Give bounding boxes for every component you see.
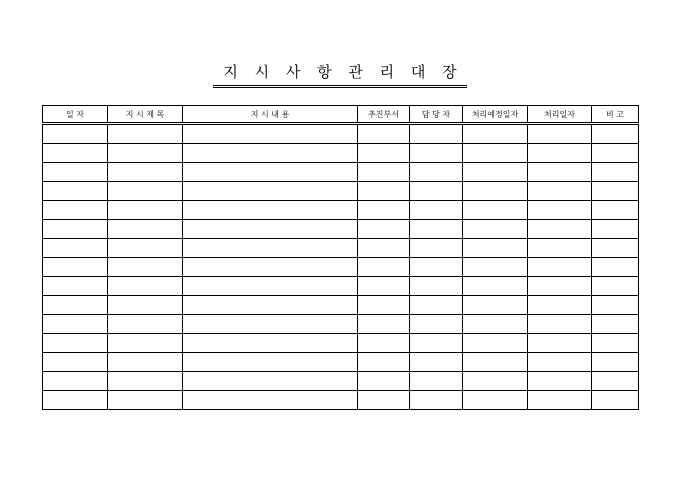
table-cell-person[interactable] [410,124,463,144]
table-cell-done[interactable] [528,144,592,163]
table-cell-due[interactable] [463,201,528,220]
table-cell-subject[interactable] [108,277,183,296]
table-cell-person[interactable] [410,353,463,372]
table-cell-note[interactable] [592,124,639,144]
table-cell-person[interactable] [410,220,463,239]
table-row [43,182,639,201]
table-cell-content[interactable] [183,144,358,163]
table-row [43,124,639,144]
table-row [43,163,639,182]
table-cell-date[interactable] [43,182,108,201]
table-cell-due[interactable] [463,124,528,144]
table-cell-content[interactable] [183,124,358,144]
table-cell-content[interactable] [183,372,358,391]
table-row [43,353,639,372]
table-cell-subject[interactable] [108,296,183,315]
table-cell-content[interactable] [183,220,358,239]
table-cell-content[interactable] [183,353,358,372]
header-content: 지 시 내 용 [183,106,358,124]
table-cell-note[interactable] [592,239,639,258]
table-cell-person[interactable] [410,258,463,277]
table-cell-subject[interactable] [108,372,183,391]
table-cell-dept[interactable] [358,391,410,410]
header-done-date: 처리일자 [528,106,592,124]
table-row [43,391,639,410]
table-cell-person[interactable] [410,334,463,353]
table-cell-subject[interactable] [108,353,183,372]
table-cell-content[interactable] [183,296,358,315]
table-cell-person[interactable] [410,182,463,201]
table-cell-due[interactable] [463,220,528,239]
table-row [43,277,639,296]
table-cell-content[interactable] [183,239,358,258]
table-cell-dept[interactable] [358,296,410,315]
table-cell-due[interactable] [463,353,528,372]
table-cell-person[interactable] [410,277,463,296]
title-container [0,61,680,88]
table-cell-subject[interactable] [108,258,183,277]
table-cell-dept[interactable] [358,144,410,163]
table-cell-done[interactable] [528,372,592,391]
instruction-ledger-table [42,105,639,410]
table-cell-done[interactable] [528,201,592,220]
table-cell-dept[interactable] [358,372,410,391]
table-cell-due[interactable] [463,315,528,334]
table-cell-person[interactable] [410,391,463,410]
table-cell-note[interactable] [592,277,639,296]
header-person: 담 당 자 [410,106,463,124]
table-row [43,144,639,163]
table-cell-date[interactable] [43,372,108,391]
table-cell-done[interactable] [528,391,592,410]
table-body [43,124,639,410]
table-cell-content[interactable] [183,334,358,353]
table-cell-done[interactable] [528,239,592,258]
table-cell-done[interactable] [528,353,592,372]
table-cell-date[interactable] [43,239,108,258]
table-cell-done[interactable] [528,296,592,315]
table-row [43,296,639,315]
table-cell-date[interactable] [43,391,108,410]
table-cell-due[interactable] [463,372,528,391]
table-cell-subject[interactable] [108,334,183,353]
table-cell-person[interactable] [410,144,463,163]
table-cell-dept[interactable] [358,315,410,334]
table-cell-dept[interactable] [358,163,410,182]
table-row [43,258,639,277]
document-title: 지 시 사 항 관 리 대 장 [213,61,466,88]
table-cell-due[interactable] [463,163,528,182]
table-cell-date[interactable] [43,277,108,296]
table-row [43,220,639,239]
table-cell-person[interactable] [410,315,463,334]
table-cell-date[interactable] [43,144,108,163]
table-cell-date[interactable] [43,163,108,182]
table-cell-date[interactable] [43,315,108,334]
table-cell-date[interactable] [43,220,108,239]
table-cell-date[interactable] [43,296,108,315]
table-row [43,239,639,258]
table-cell-due[interactable] [463,334,528,353]
table-cell-done[interactable] [528,220,592,239]
table-cell-content[interactable] [183,277,358,296]
table-cell-content[interactable] [183,182,358,201]
table-cell-person[interactable] [410,372,463,391]
table-cell-date[interactable] [43,258,108,277]
header-note: 비 고 [592,106,639,124]
table-cell-date[interactable] [43,353,108,372]
table-cell-due[interactable] [463,277,528,296]
table-cell-due[interactable] [463,296,528,315]
header-subject: 지 시 제 목 [108,106,183,124]
table-cell-done[interactable] [528,277,592,296]
table-cell-date[interactable] [43,201,108,220]
table-cell-person[interactable] [410,239,463,258]
header-due-date: 처리예정일자 [463,106,528,124]
table-cell-note[interactable] [592,315,639,334]
table-cell-subject[interactable] [108,124,183,144]
table-cell-subject[interactable] [108,201,183,220]
table-cell-person[interactable] [410,163,463,182]
table-cell-note[interactable] [592,391,639,410]
header-dept: 추진부서 [358,106,410,124]
table-cell-done[interactable] [528,334,592,353]
table-row [43,334,639,353]
table-cell-subject[interactable] [108,239,183,258]
table-cell-dept[interactable] [358,239,410,258]
table-cell-subject[interactable] [108,182,183,201]
header-date: 일 자 [43,106,108,124]
table-cell-due[interactable] [463,182,528,201]
table-cell-done[interactable] [528,315,592,334]
table-cell-dept[interactable] [358,124,410,144]
table-cell-dept[interactable] [358,220,410,239]
table-cell-dept[interactable] [358,277,410,296]
table-cell-note[interactable] [592,372,639,391]
table-cell-due[interactable] [463,391,528,410]
table-cell-subject[interactable] [108,315,183,334]
table-cell-due[interactable] [463,258,528,277]
table-cell-content[interactable] [183,315,358,334]
table-cell-date[interactable] [43,334,108,353]
table-row [43,315,639,334]
table-cell-subject[interactable] [108,144,183,163]
table-cell-dept[interactable] [358,353,410,372]
table-cell-subject[interactable] [108,163,183,182]
table-cell-content[interactable] [183,258,358,277]
table-row [43,372,639,391]
table-cell-done[interactable] [528,182,592,201]
table-cell-dept[interactable] [358,258,410,277]
table-cell-person[interactable] [410,296,463,315]
table-cell-done[interactable] [528,258,592,277]
table-cell-note[interactable] [592,296,639,315]
table-cell-note[interactable] [592,353,639,372]
table-cell-note[interactable] [592,163,639,182]
table-cell-subject[interactable] [108,220,183,239]
table-cell-dept[interactable] [358,201,410,220]
table-header-row [43,106,639,124]
table-cell-subject[interactable] [108,391,183,410]
table-cell-content[interactable] [183,163,358,182]
table-cell-note[interactable] [592,201,639,220]
table-cell-note[interactable] [592,220,639,239]
table-cell-note[interactable] [592,144,639,163]
table-cell-dept[interactable] [358,182,410,201]
table-cell-dept[interactable] [358,334,410,353]
table-row [43,201,639,220]
table-cell-date[interactable] [43,124,108,144]
table-cell-note[interactable] [592,182,639,201]
table-cell-due[interactable] [463,239,528,258]
table-cell-due[interactable] [463,144,528,163]
table-cell-content[interactable] [183,391,358,410]
table-cell-done[interactable] [528,163,592,182]
table-cell-content[interactable] [183,201,358,220]
table-cell-note[interactable] [592,334,639,353]
table-cell-done[interactable] [528,124,592,144]
table-cell-note[interactable] [592,258,639,277]
table-cell-person[interactable] [410,201,463,220]
